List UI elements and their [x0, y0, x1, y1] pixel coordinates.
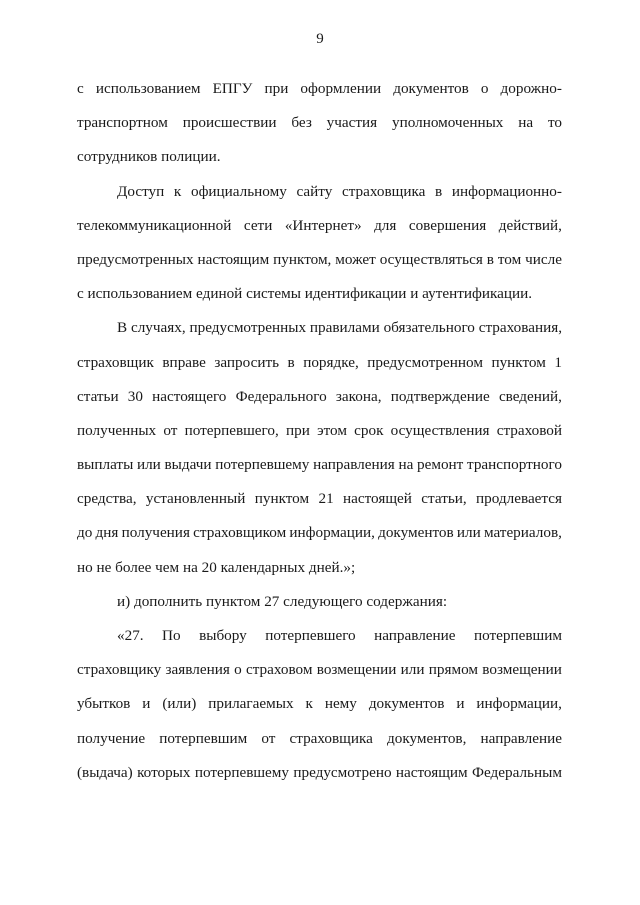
word: или	[456, 524, 481, 542]
word: предусмотренном	[367, 353, 483, 371]
word: предусмотренных	[77, 250, 194, 268]
word: статьи,	[421, 490, 467, 508]
word: осуществления	[390, 421, 490, 439]
text-line	[77, 72, 562, 106]
word: пунктом	[254, 490, 310, 508]
word: о	[234, 661, 242, 679]
word: страхования,	[478, 319, 562, 337]
word: потерпевшим	[159, 729, 248, 747]
word: дорожно-	[500, 80, 562, 97]
text-line	[77, 311, 562, 345]
word: направления	[313, 456, 395, 474]
word: документов,	[387, 729, 467, 747]
text-line	[77, 209, 562, 243]
text-line	[77, 243, 562, 277]
word: в	[486, 250, 494, 268]
word: участия	[326, 114, 378, 132]
text-line	[77, 619, 562, 653]
word: «Интернет»	[284, 216, 362, 234]
word: к	[173, 182, 182, 200]
word: возмещении	[316, 661, 397, 679]
word: уполномоченных	[392, 114, 504, 132]
word: «27.	[117, 627, 144, 644]
word: потерпевшему	[194, 763, 290, 781]
word: сведений,	[498, 387, 562, 405]
word: убытков	[77, 695, 131, 713]
word: пунктом	[491, 353, 546, 371]
word: от	[261, 729, 276, 747]
word: информации,	[476, 695, 562, 713]
text-line	[77, 175, 562, 209]
word: страховщику	[77, 661, 162, 679]
text-line	[77, 106, 562, 140]
word: пунктом,	[273, 250, 332, 268]
word: (выдача)	[77, 763, 133, 781]
word: направление	[374, 627, 456, 644]
text-line	[77, 414, 562, 448]
word: телекоммуникационной	[77, 216, 232, 234]
word: страховщик	[77, 353, 154, 371]
word: от	[163, 421, 178, 439]
word: Федерального	[235, 387, 327, 405]
text-line: сотрудников полиции.	[77, 148, 221, 166]
word: потерпевшего	[265, 627, 356, 644]
word: настоящего	[152, 387, 227, 405]
word: 21	[318, 490, 334, 508]
word: 30	[127, 387, 143, 405]
text-line	[77, 482, 562, 516]
word: использованием	[95, 80, 201, 97]
text-line	[77, 653, 562, 687]
word: страховщика	[341, 182, 426, 200]
word: потерпевшим	[474, 627, 562, 644]
word: подтверждение	[390, 387, 490, 405]
word: том	[497, 250, 522, 268]
word: выбору	[199, 627, 247, 644]
word: информации,	[289, 524, 375, 542]
word: официальному	[190, 182, 287, 200]
text-line	[77, 448, 562, 482]
word: ремонт	[417, 456, 464, 474]
word: получение	[77, 729, 146, 747]
text-line	[77, 756, 562, 790]
word: совершения	[408, 216, 487, 234]
text-line	[77, 380, 562, 414]
word: на	[398, 456, 414, 474]
word: документов	[378, 524, 454, 542]
word: документов	[393, 80, 469, 97]
word: происшествии	[182, 114, 277, 132]
text-line	[77, 516, 562, 550]
document-body	[77, 72, 562, 790]
word: средства,	[77, 490, 137, 508]
word: в	[287, 353, 295, 371]
word: полученных	[77, 421, 157, 439]
word: установленный	[145, 490, 246, 508]
word: В	[117, 319, 128, 337]
word: получения	[121, 524, 190, 542]
word: транспортном	[77, 114, 168, 132]
word: направление	[480, 729, 562, 747]
word: информационно-	[451, 182, 562, 200]
word: выплаты	[77, 456, 134, 474]
word: сайту	[296, 182, 333, 200]
word: прямом	[428, 661, 479, 679]
word: или	[400, 661, 425, 679]
word: может	[335, 250, 376, 268]
text-line: но не более чем на 20 календарных дней.»;	[77, 558, 356, 576]
word: статьи	[77, 387, 119, 405]
word: числе	[525, 250, 562, 268]
word: и	[142, 695, 151, 713]
word: заявления	[165, 661, 230, 679]
word: к	[305, 695, 313, 713]
word: порядке,	[303, 353, 359, 371]
word: продлевается	[476, 490, 562, 508]
word: или	[136, 456, 161, 474]
word: потерпевшему	[215, 456, 310, 474]
word: ЕПГУ	[212, 80, 253, 97]
word: в	[435, 182, 443, 200]
word: запросить	[214, 353, 280, 371]
text-line: и) дополнить пунктом 27 следующего содержания:	[117, 592, 448, 610]
word: 1	[554, 353, 562, 371]
word: вправе	[162, 353, 206, 371]
word: при	[286, 421, 310, 439]
word: правилами	[309, 319, 380, 337]
word: то	[547, 114, 562, 132]
word: при	[264, 80, 289, 97]
word: до	[77, 524, 93, 542]
word: По	[162, 627, 181, 644]
word: материалов,	[483, 524, 562, 542]
word: дня	[95, 524, 119, 542]
word: этом	[317, 421, 347, 439]
word: срок	[354, 421, 384, 439]
word: настоящим	[395, 763, 468, 781]
word: с	[77, 80, 84, 97]
word: о	[480, 80, 489, 97]
word: на	[518, 114, 534, 132]
word: оформлении	[300, 80, 382, 97]
word: документов	[368, 695, 445, 713]
word: страховой	[496, 421, 562, 439]
word: Доступ	[117, 182, 165, 200]
page-number: 9	[316, 31, 324, 47]
text-line	[77, 346, 562, 380]
word: настоящим	[197, 250, 270, 268]
word: транспортного	[467, 456, 562, 474]
word: осуществляться	[379, 250, 483, 268]
word: потерпевшего,	[184, 421, 279, 439]
word: предусмотрено	[293, 763, 392, 781]
word: страховщика	[289, 729, 373, 747]
word: выдачи	[164, 456, 212, 474]
word: без	[291, 114, 312, 132]
word: и	[456, 695, 465, 713]
word: Федеральным	[472, 763, 562, 781]
word: нему	[324, 695, 357, 713]
text-line: с использованием единой системы идентификации и аутентификации.	[77, 285, 533, 303]
word: (или)	[162, 695, 197, 713]
word: прилагаемых	[208, 695, 294, 713]
word: закона,	[335, 387, 382, 405]
word: страховщиком	[193, 524, 287, 542]
word: которых	[137, 763, 191, 781]
word: действий,	[498, 216, 562, 234]
text-line	[77, 722, 562, 756]
word: возмещении	[482, 661, 562, 679]
word: для	[374, 216, 397, 234]
word: предусмотренных	[189, 319, 307, 337]
word: случаях,	[130, 319, 186, 337]
word: страховом	[245, 661, 313, 679]
text-line	[77, 687, 562, 721]
word: сети	[243, 216, 273, 234]
word: обязательного	[383, 319, 475, 337]
word: настоящей	[343, 490, 412, 508]
